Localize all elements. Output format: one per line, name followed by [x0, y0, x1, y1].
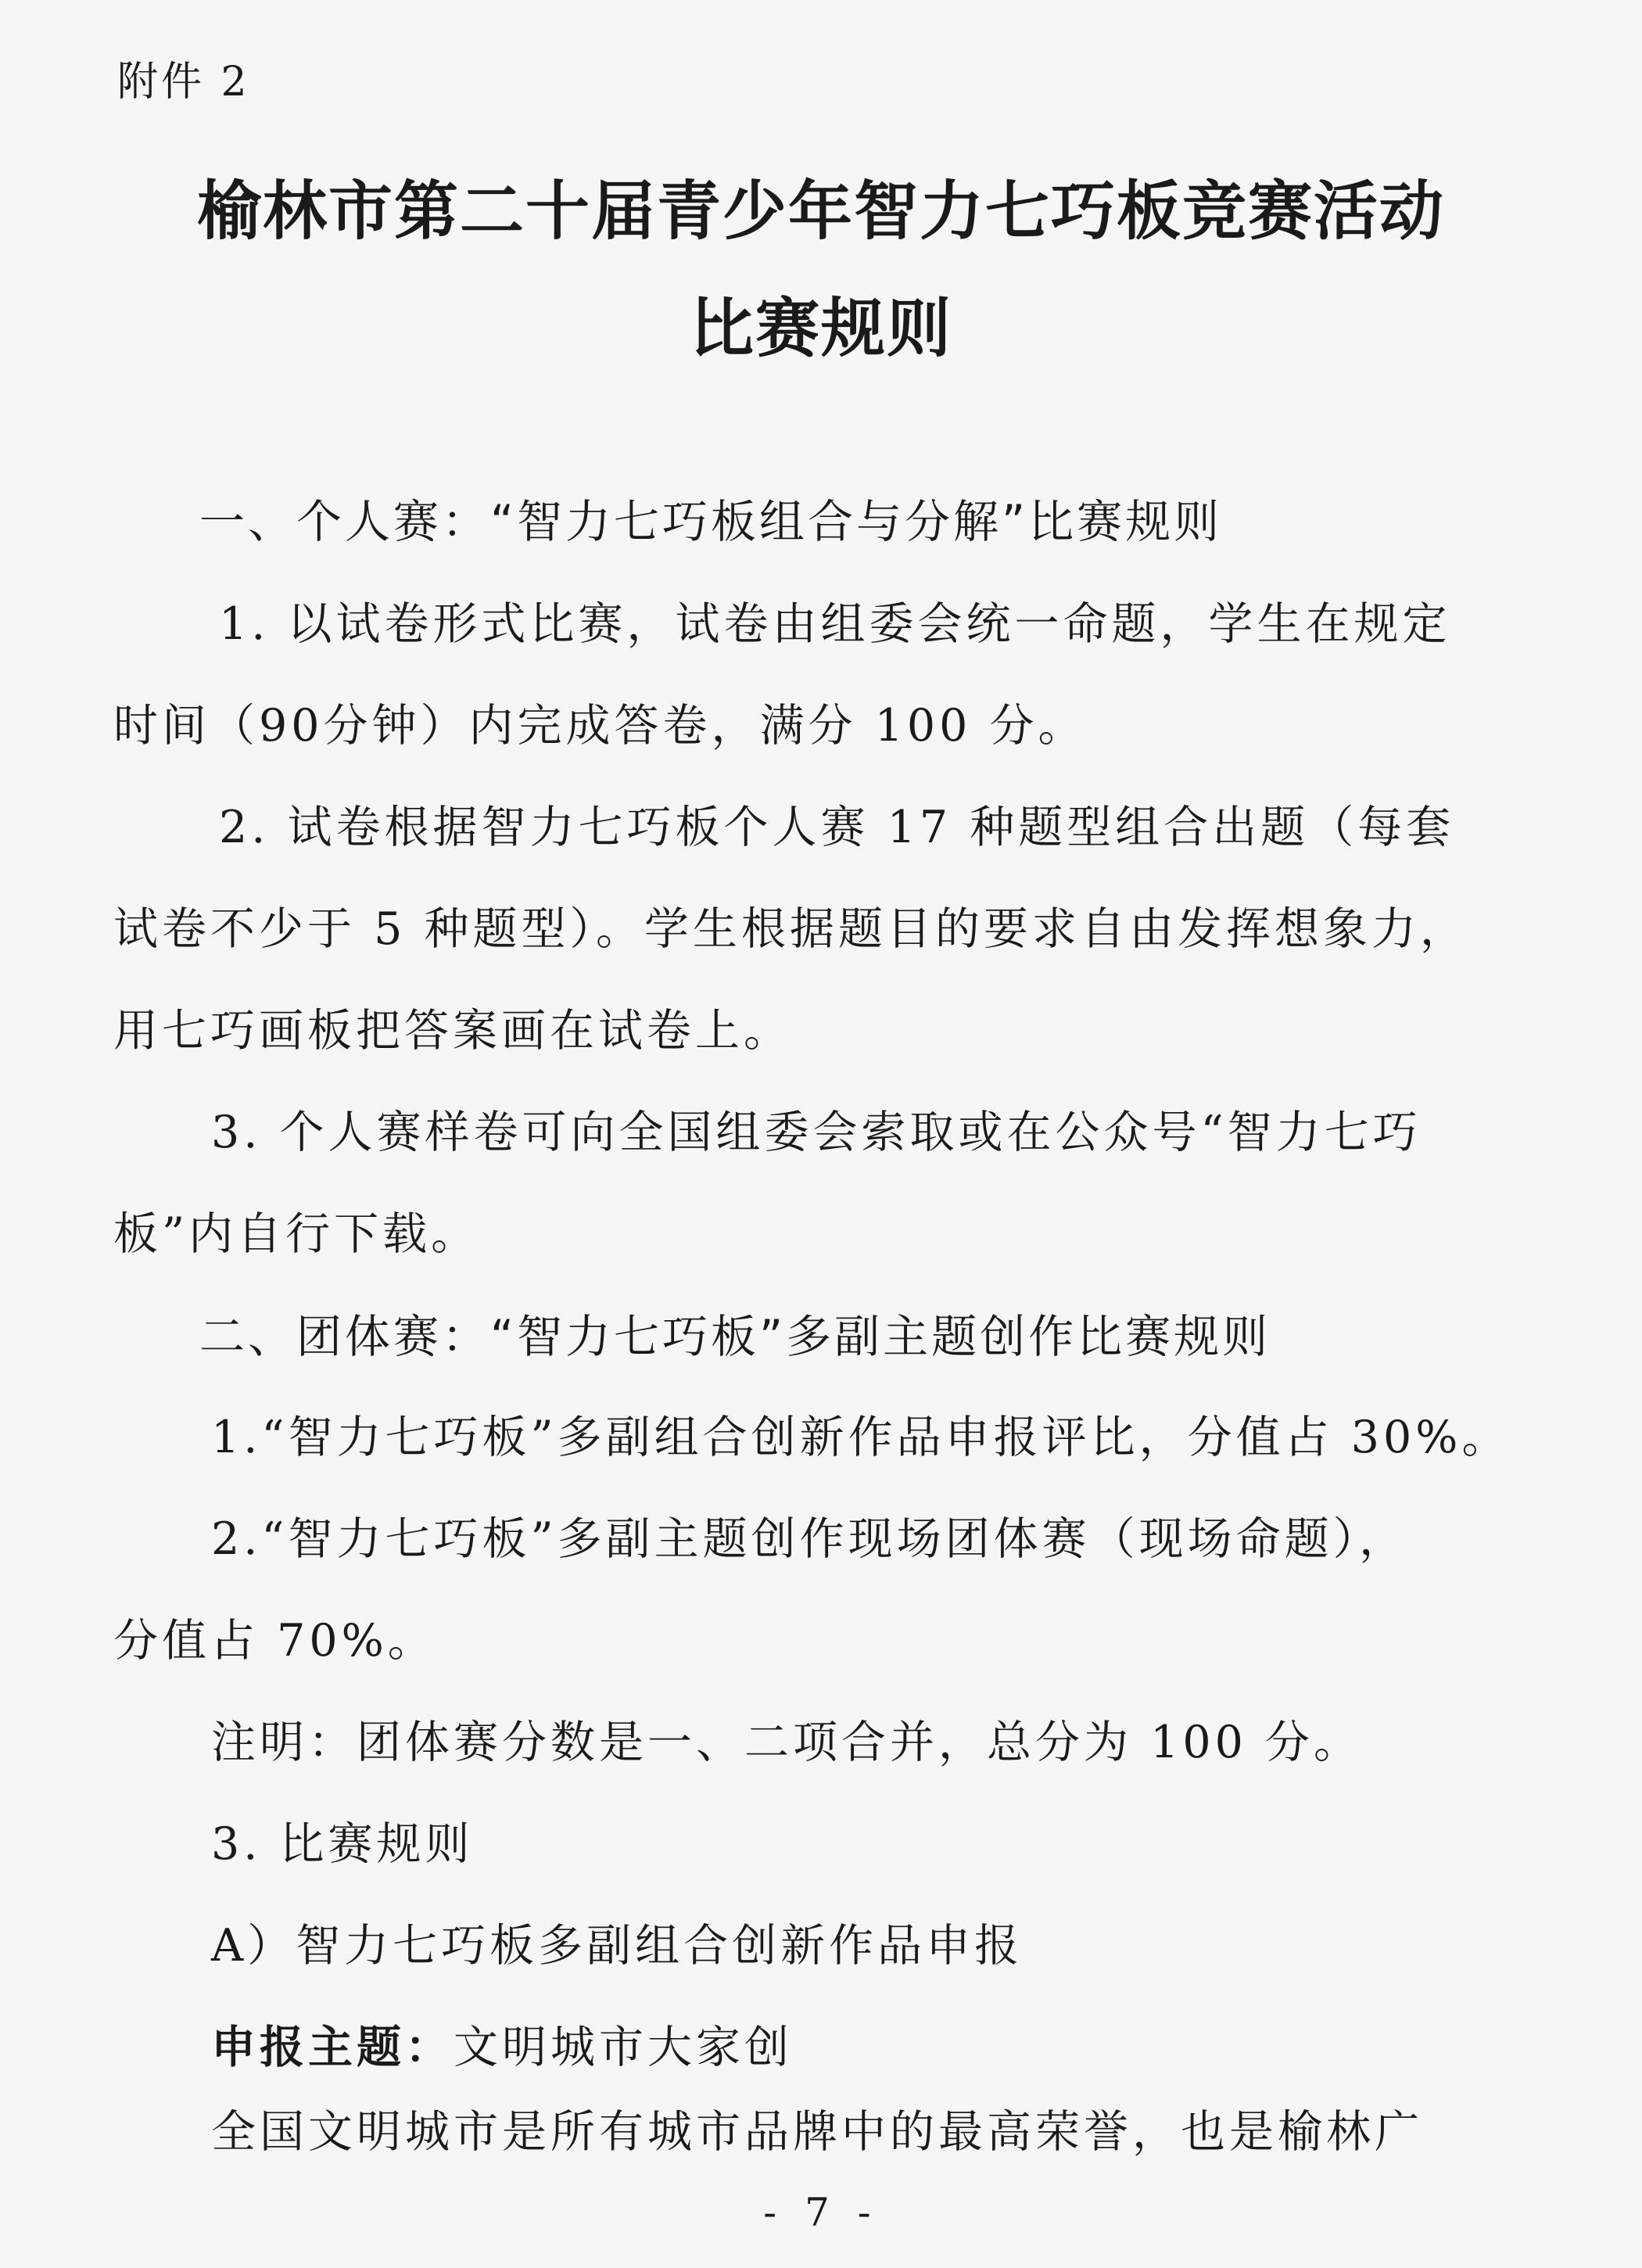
section1-p3-line1: 3. 个人赛样卷可向全国组委会索取或在公众号“智力七巧: [211, 1107, 1422, 1158]
section1-p3-line2: 板”内自行下载。: [113, 1208, 480, 1260]
theme-value: 文明城市大家创: [454, 2022, 793, 2073]
section1-p1-line1: 1. 以试卷形式比赛，试卷由组委会统一命题，学生在规定: [219, 598, 1451, 650]
document-title-line1: 榆林市第二十届青少年智力七巧板竞赛活动: [196, 174, 1445, 249]
section2-theme-line: [211, 2011, 1626, 2076]
section2-subsection-a: A）智力七巧板多副组合创新作品申报: [211, 1920, 1024, 1972]
section2-last-line: 全国文明城市是所有城市品牌中的最高荣誉，也是榆林广: [211, 2106, 1423, 2158]
section1-p1-line2: 时间（90分钟）内完成答卷，满分 100 分。: [113, 700, 1087, 752]
section1-p2-line3: 用七巧画板把答案画在试卷上。: [113, 1005, 792, 1057]
section2-p1: 1.“智力七巧板”多副组合创新作品申报评比，分值占 30%。: [211, 1412, 1511, 1463]
section1-heading: 一、个人赛：“智力七巧板组合与分解”比赛规则: [199, 495, 1223, 548]
section2-p2-line1: 2.“智力七巧板”多副主题创作现场团体赛（现场命题），: [211, 1513, 1408, 1565]
attachment-label: 附件 2: [117, 59, 250, 106]
section2-p3: 3. 比赛规则: [211, 1818, 474, 1870]
section2-note: 注明：团体赛分数是一、二项合并，总分为 100 分。: [211, 1717, 1363, 1768]
page-number: - 7 -: [763, 2190, 879, 2235]
section1-p2-line1: 2. 试卷根据智力七巧板个人赛 17 种题型组合出题（每套: [219, 802, 1455, 853]
document-title-line2: 比赛规则: [689, 292, 952, 366]
theme-label: 申报主题：: [211, 2022, 454, 2073]
section1-p2-line2: 试卷不少于 5 种题型）。学生根据题目的要求自由发挥想象力，: [113, 903, 1469, 955]
section2-p2-line2: 分值占 70%。: [113, 1615, 436, 1667]
section2-heading: 二、团体赛：“智力七巧板”多副主题创作比赛规则: [199, 1310, 1271, 1363]
